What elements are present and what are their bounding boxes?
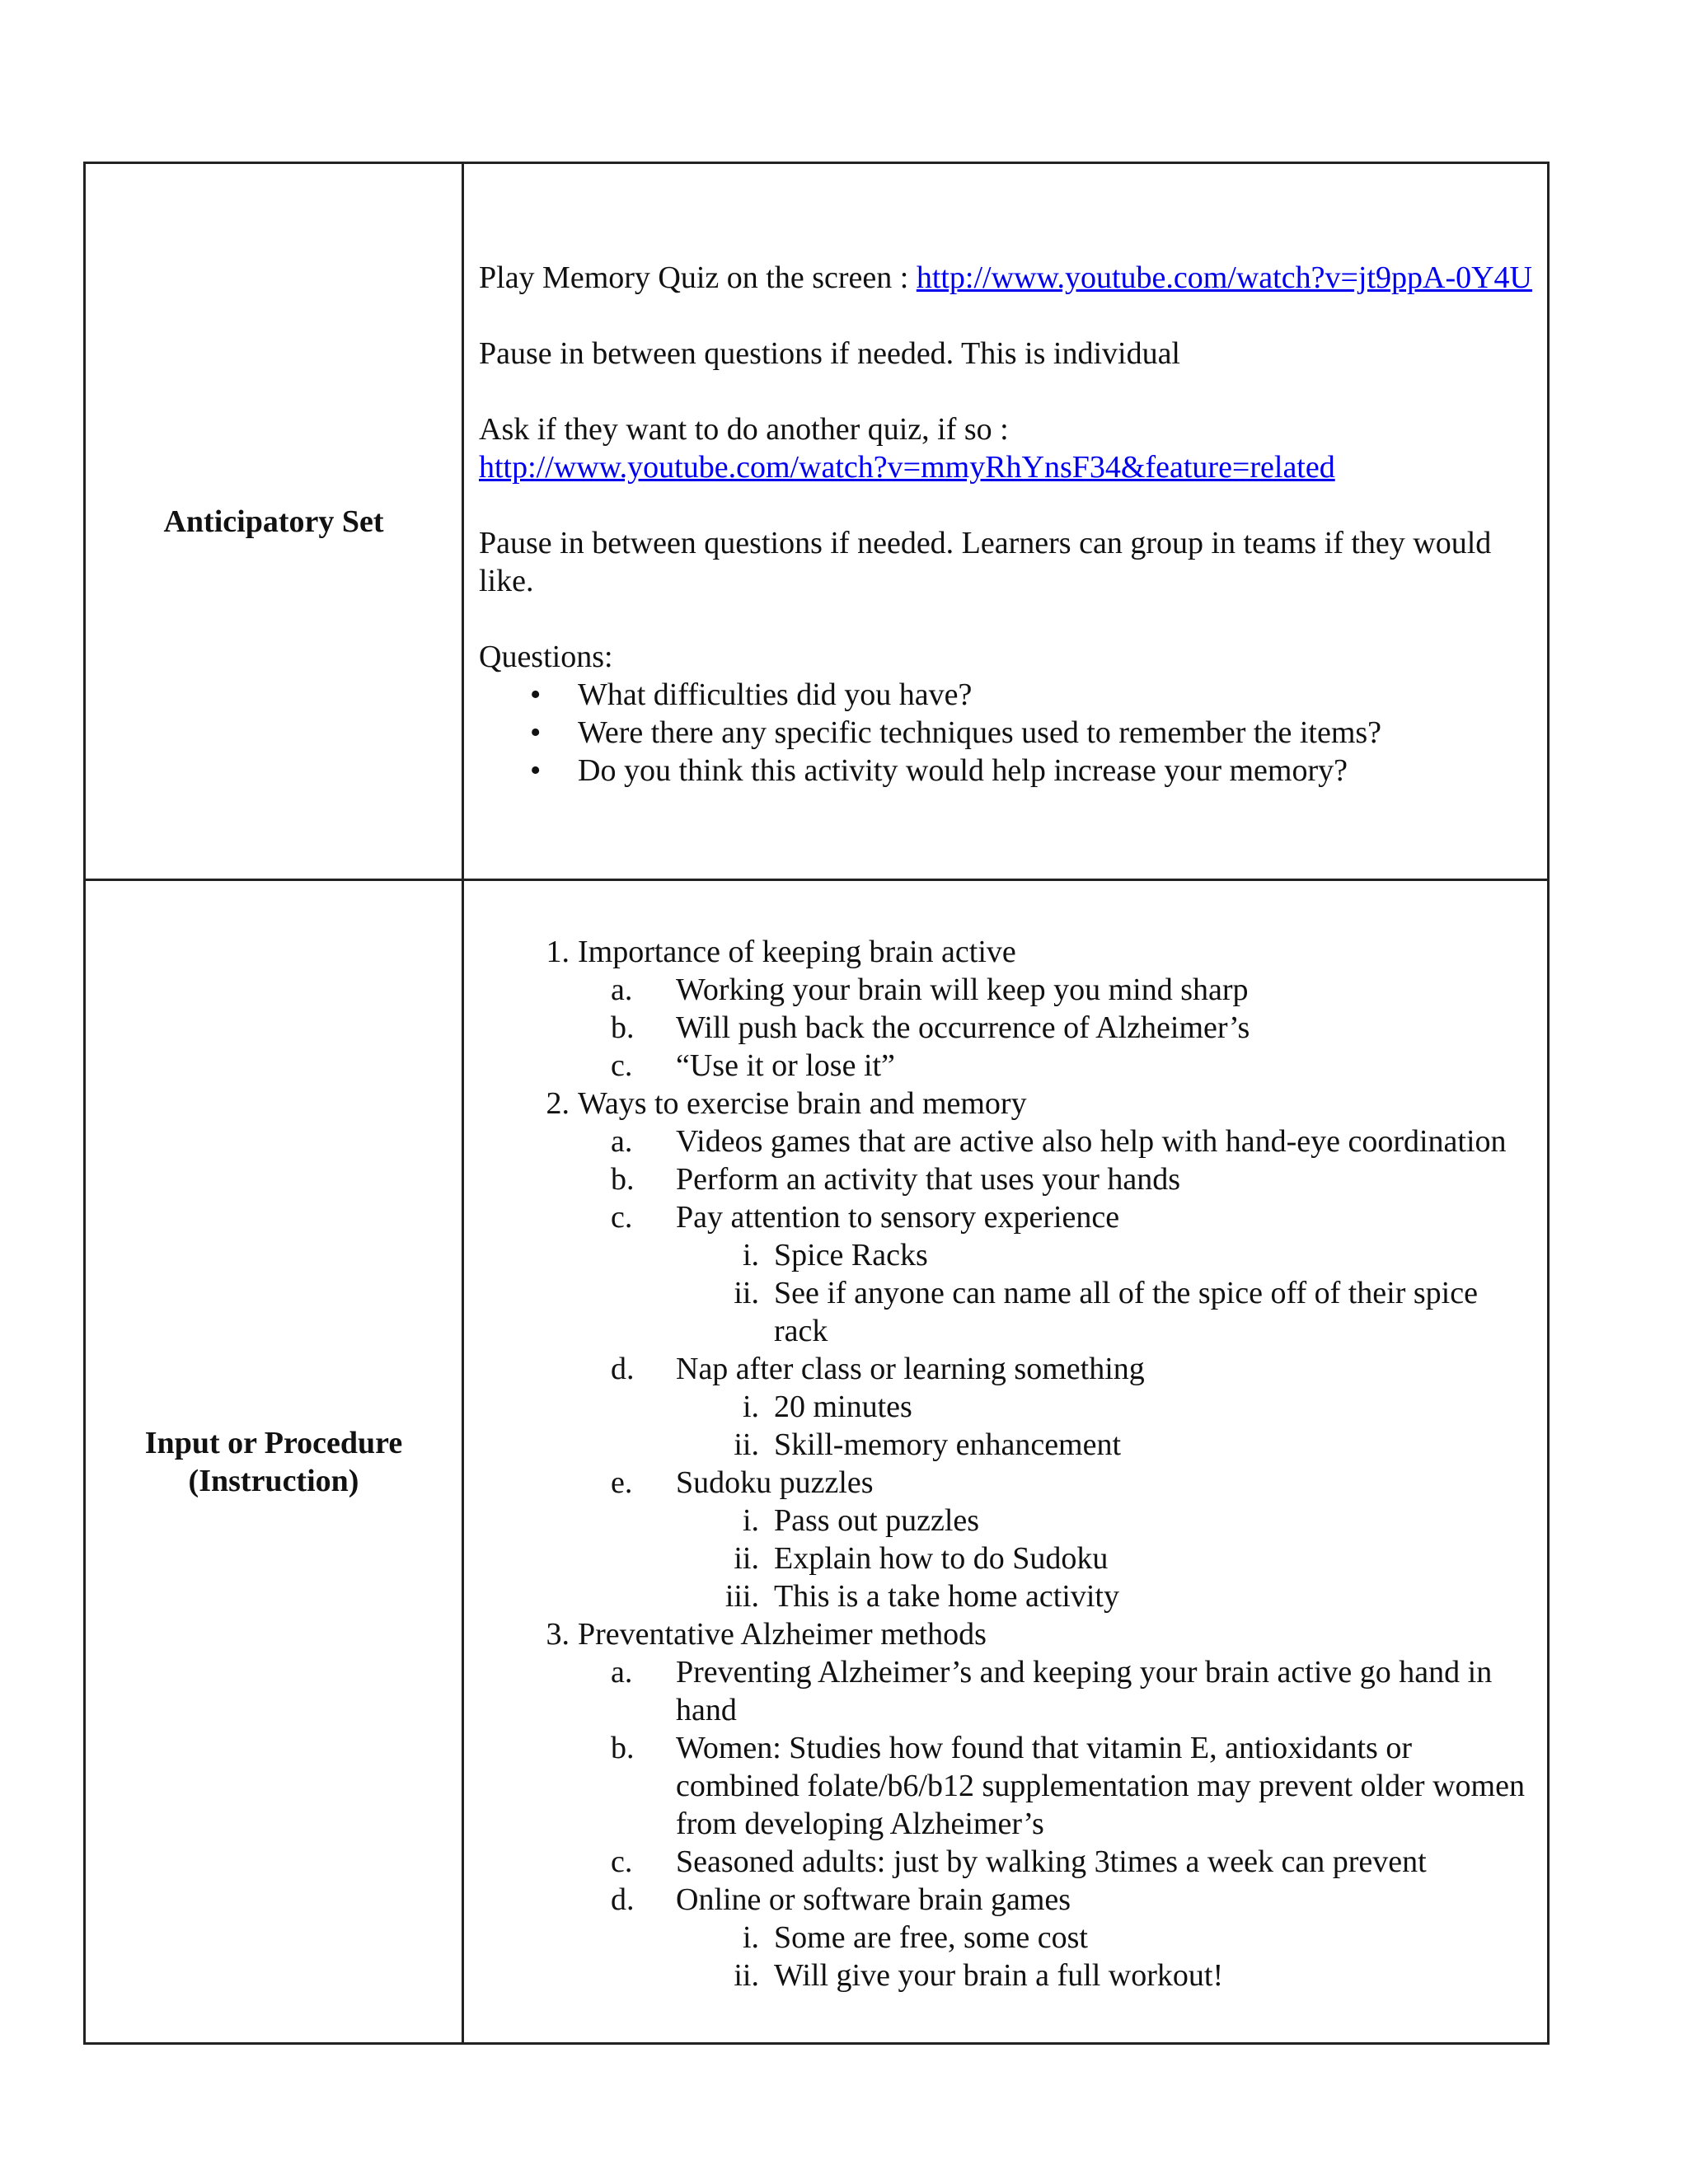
outline-marker: d. [611,1351,635,1386]
outline-item-level-3 [479,1919,1532,1957]
paragraph [479,410,1532,486]
anticipatory-set-content [463,163,1549,880]
outline-marker: iii. [724,1578,759,1614]
question-text: What difficulties did you have? [578,677,973,712]
outline-item-level-2 [479,971,1532,1009]
outline-text: Ways to exercise brain and memory [578,1085,1027,1121]
outline-text: Pass out puzzles [774,1502,980,1538]
outline-text: This is a take home activity [774,1578,1119,1614]
outline-marker: i. [742,1919,759,1955]
outline-item-level-2 [479,1009,1532,1047]
outline-marker: ii. [734,1957,759,1993]
outline-marker: e. [611,1465,633,1500]
instruction-outline [479,933,1532,1994]
outline-item-level-2 [479,1464,1532,1502]
outline-text: Importance of keeping brain active [578,934,1016,969]
label-line: (Instruction) [188,1463,359,1498]
outline-marker: b. [611,1730,635,1765]
outline-text: Online or software brain games [676,1882,1071,1917]
outline-text: Women: Studies how found that vitamin E, antioxidants or combined folate/b6/b12 supplementation may prevent older women from developing Alzheimer’s [676,1730,1525,1841]
outline-marker: 2. [546,1085,570,1121]
outline-item-level-2 [479,1047,1532,1085]
outline-marker: ii. [734,1275,759,1310]
outline-item-level-3 [479,1426,1532,1464]
outline-text: Explain how to do Sudoku [774,1540,1109,1576]
label-line: Input or Procedure [144,1425,403,1460]
outline-marker: c. [611,1047,633,1083]
paragraph-text: Ask if they want to do another quiz, if so : [479,412,1009,447]
anticipatory-set-row [85,163,1549,880]
outline-marker: i. [742,1237,759,1272]
outline-marker: i. [742,1502,759,1538]
outline-text: Pay attention to sensory experience [676,1199,1120,1235]
outline-item-level-3 [479,1502,1532,1540]
list-item [479,752,1532,790]
outline-item-level-3 [479,1388,1532,1426]
outline-text: Perform an activity that uses your hands [676,1161,1181,1197]
outline-marker: d. [611,1882,635,1917]
outline-marker: a. [611,1654,633,1690]
outline-item-level-3 [479,1577,1532,1615]
paragraph: Pause in between questions if needed. Learners can group in teams if they would like. [479,526,1492,598]
outline-item-level-2 [479,1160,1532,1198]
youtube-link-second-quiz[interactable]: http://www.youtube.com/watch?v=mmyRhYnsF34&feature=related [479,450,1335,485]
question-text: Were there any specific techniques used to remember the items? [578,715,1382,750]
outline-text: “Use it or lose it” [676,1047,895,1083]
outline-text: Spice Racks [774,1237,928,1272]
list-item [479,714,1532,752]
outline-text: Videos games that are active also help with hand-eye coordination [676,1123,1507,1159]
outline-marker: c. [611,1844,633,1879]
outline-item-level-2 [479,1881,1532,1919]
outline-marker: c. [611,1199,633,1235]
input-procedure-content [463,880,1549,2044]
question-text: Do you think this activity would help increase your memory? [578,753,1348,788]
outline-item-level-1 [479,1615,1532,1653]
questions-block [479,638,1532,790]
list-item [479,676,1532,714]
outline-item-level-2 [479,1729,1532,1843]
youtube-link-memory-quiz[interactable]: http://www.youtube.com/watch?v=jt9ppA-0Y4U [916,260,1532,295]
input-procedure-row [85,880,1549,2044]
outline-marker: b. [611,1161,635,1197]
bullet-icon: • [530,715,542,750]
outline-marker: ii. [734,1427,759,1462]
outline-text: See if anyone can name all of the spice off of their spice rack [774,1275,1478,1348]
outline-text: Sudoku puzzles [676,1465,874,1500]
outline-item-level-2 [479,1843,1532,1881]
outline-marker: a. [611,972,633,1007]
paragraph [479,259,1532,297]
outline-marker: 1. [546,934,570,969]
outline-item-level-3 [479,1236,1532,1274]
outline-text: 20 minutes [774,1389,912,1424]
outline-item-level-2 [479,1122,1532,1160]
outline-text: Preventative Alzheimer methods [578,1616,987,1652]
outline-item-level-3 [479,1957,1532,1994]
lesson-plan-table [83,162,1550,2045]
outline-text: Working your brain will keep you mind sharp [676,972,1249,1007]
outline-text: Preventing Alzheimer’s and keeping your brain active go hand in hand [676,1654,1493,1727]
paragraph-text: Play Memory Quiz on the screen : [479,260,917,295]
outline-text: Nap after class or learning something [676,1351,1145,1386]
outline-marker: 3. [546,1616,570,1652]
questions-label: Questions: [479,640,613,674]
row-label-anticipatory-set: Anticipatory Set [85,163,463,880]
paragraph: Pause in between questions if needed. This is individual [479,336,1180,371]
outline-marker: b. [611,1010,635,1045]
outline-item-level-2 [479,1350,1532,1388]
outline-text: Will push back the occurrence of Alzheimer’s [676,1010,1250,1045]
row-label-input-procedure [85,880,463,2044]
bullet-icon: • [530,677,542,712]
outline-marker: ii. [734,1540,759,1576]
bullet-icon: • [530,753,542,788]
outline-marker: i. [742,1389,759,1424]
outline-text: Seasoned adults: just by walking 3times a week can prevent [676,1844,1427,1879]
outline-text: Some are free, some cost [774,1919,1088,1955]
outline-item-level-3 [479,1540,1532,1577]
outline-text: Skill-memory enhancement [774,1427,1122,1462]
outline-item-level-3 [479,1274,1532,1350]
outline-text: Will give your brain a full workout! [774,1957,1224,1993]
questions-list [479,676,1532,790]
outline-item-level-2 [479,1198,1532,1236]
outline-marker: a. [611,1123,633,1159]
outline-item-level-2 [479,1653,1532,1729]
outline-item-level-1 [479,1085,1532,1122]
outline-item-level-1 [479,933,1532,971]
